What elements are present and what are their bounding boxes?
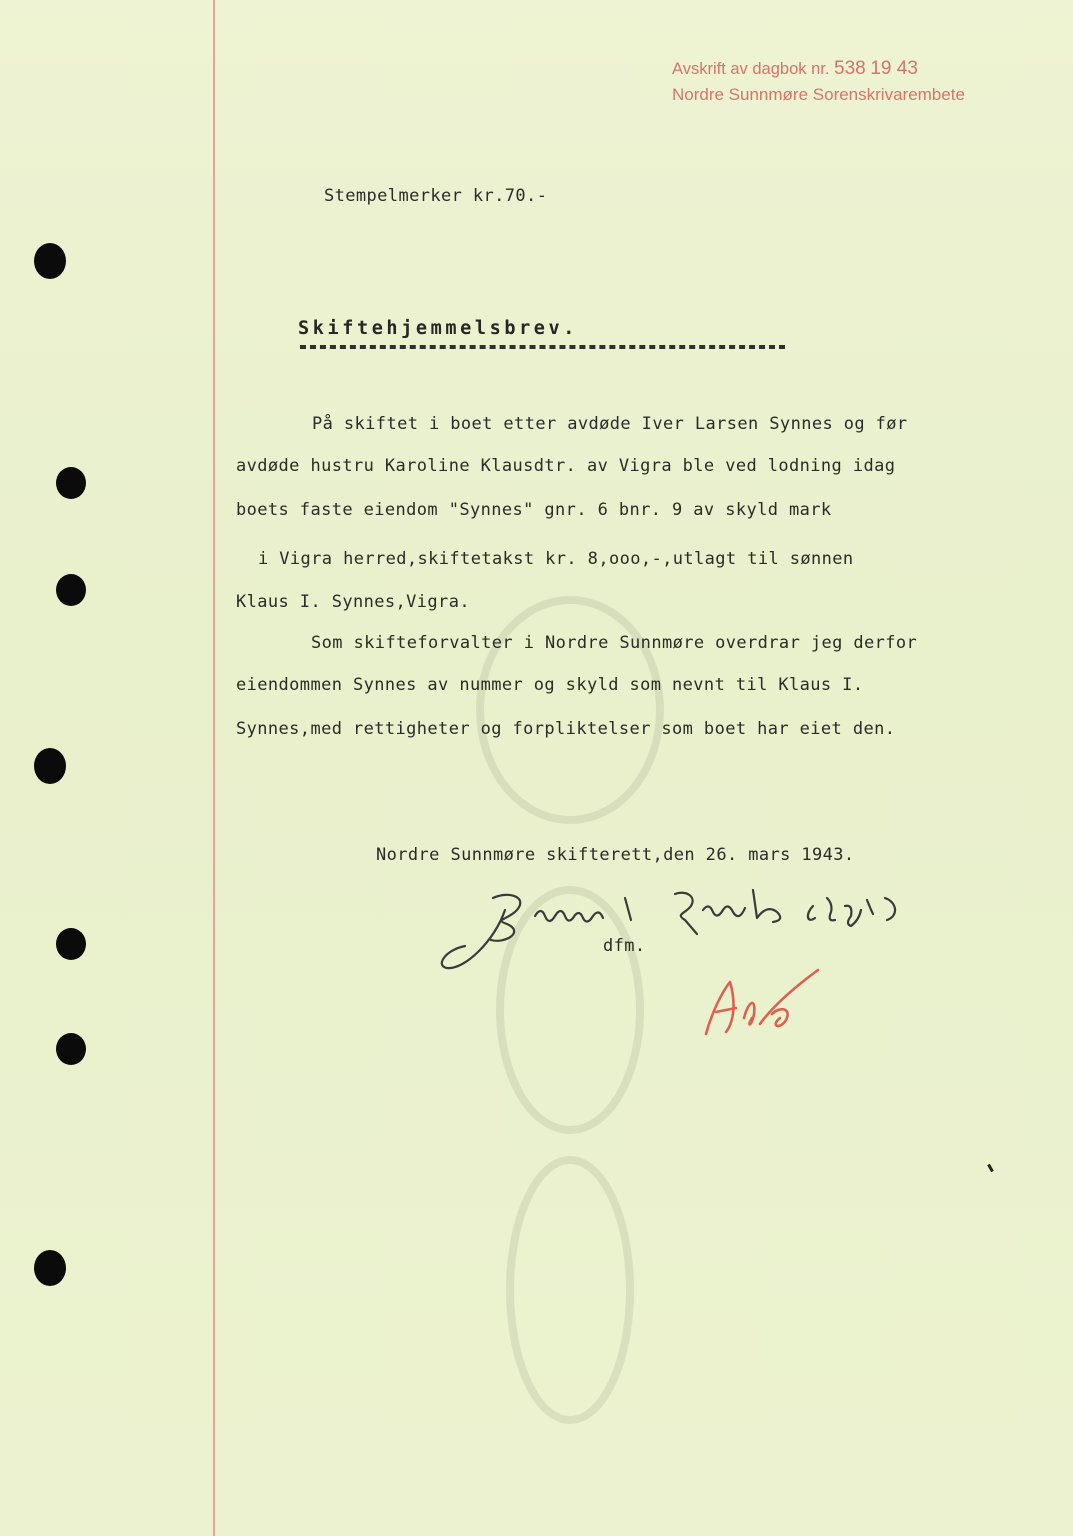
- body-line: Synnes,med rettigheter og forpliktelser som boet har eiet den.: [236, 719, 896, 739]
- punch-hole: [34, 1250, 66, 1286]
- red-initials: [700, 962, 830, 1042]
- body-line: Klaus I. Synnes,Vigra.: [236, 592, 470, 612]
- ink-speck: [987, 1164, 994, 1172]
- punch-hole: [34, 748, 66, 784]
- dagbok-number: 538: [834, 58, 866, 79]
- document-title: Skiftehjemmelsbrev.: [298, 318, 579, 339]
- body-line: avdøde hustru Karoline Klausdtr. av Vigra ble ved lodning idag: [236, 456, 896, 476]
- office-name: Nordre Sunnmøre Sorenskrivarembete: [672, 85, 965, 104]
- stempel-line: Stempelmerker kr.70.-: [324, 186, 548, 206]
- dagbok-year: 19 43: [870, 58, 918, 79]
- punch-hole: [56, 1033, 86, 1065]
- signer-title: dfm.: [603, 936, 646, 956]
- header-line-1: [672, 56, 965, 82]
- title-underline: [300, 345, 785, 349]
- punch-hole: [56, 467, 86, 499]
- body-line: eiendommen Synnes av nummer og skyld som nevnt til Klaus I.: [236, 675, 864, 695]
- punch-hole: [34, 243, 66, 279]
- avskrift-label: Avskrift av dagbok nr.: [672, 60, 830, 78]
- punch-hole: [56, 574, 86, 606]
- office-header: [672, 56, 965, 108]
- place-date-line: Nordre Sunnmøre skifterett,den 26. mars 1943.: [376, 845, 855, 865]
- punch-hole: [56, 928, 86, 960]
- margin-rule: [213, 0, 215, 1536]
- body-line: På skiftet i boet etter avdøde Iver Larsen Synnes og før: [312, 414, 908, 434]
- body-line: i Vigra herred,skiftetakst kr. 8,ooo,-,utlagt til sønnen: [258, 549, 854, 569]
- body-line: boets faste eiendom "Synnes" gnr. 6 bnr. 9 av skyld mark: [236, 500, 832, 520]
- body-line: Som skifteforvalter i Nordre Sunnmøre overdrar jeg derfor: [311, 633, 918, 653]
